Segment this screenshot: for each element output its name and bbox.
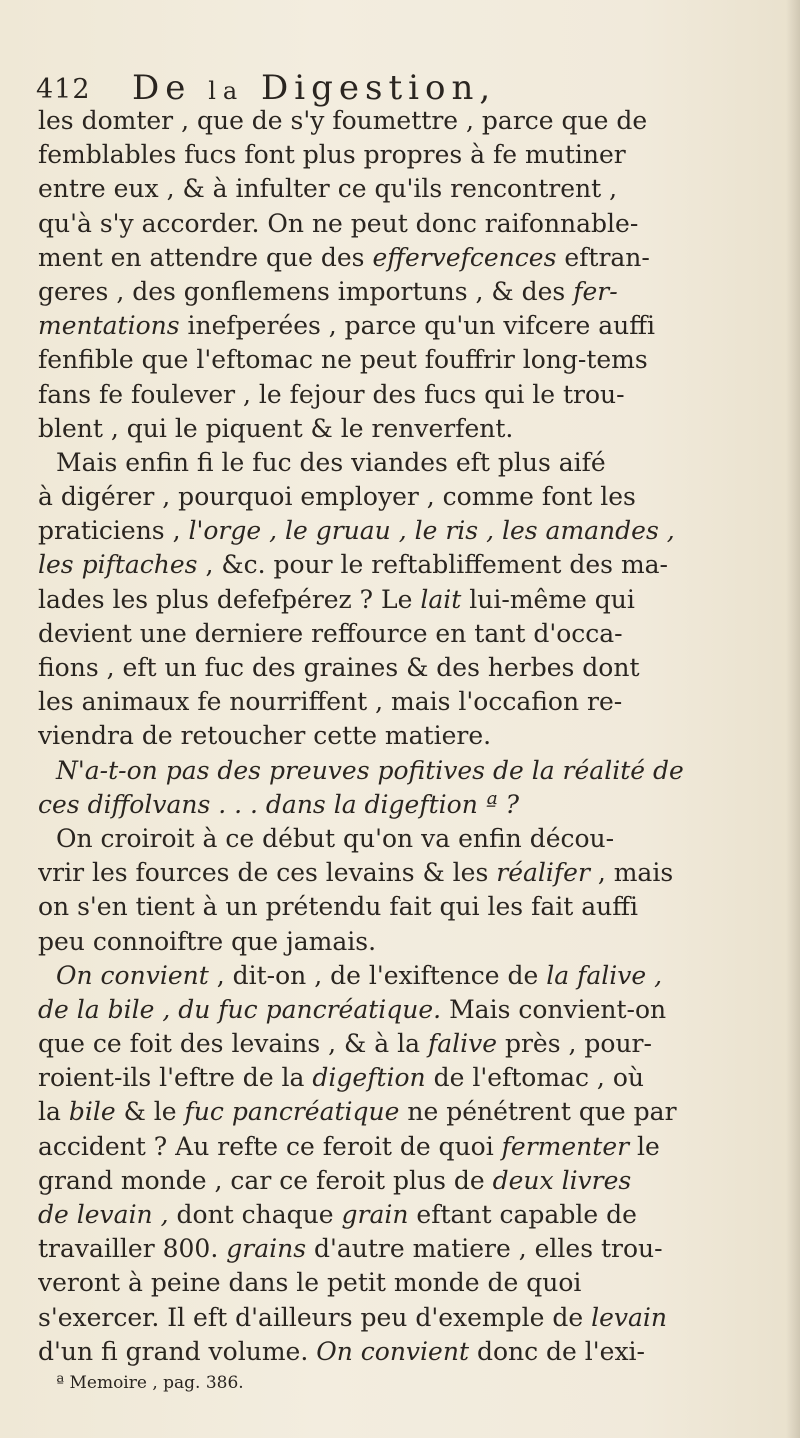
- text-line: [38, 1266, 778, 1300]
- text-line: [38, 548, 778, 582]
- text-line: [38, 719, 778, 753]
- page-number: 412: [36, 74, 91, 105]
- text-line: [38, 138, 778, 172]
- text-line: [38, 104, 778, 138]
- text-run: inefperées , parce qu'un vifcere auffi: [179, 311, 656, 341]
- text-run: les domter , que de s'y foumettre , parce que de: [38, 106, 648, 135]
- italic-run: effervefcences: [372, 242, 557, 272]
- text-run: devient une derniere reffource en tant d'occa-: [38, 618, 623, 648]
- text-run: accident ? Au refte ce feroit de quoi: [38, 1131, 502, 1161]
- italic-run: grain: [341, 1200, 409, 1229]
- text-run: roient-ils l'eftre de la: [38, 1063, 313, 1093]
- text-run: fenfible que l'eftomac ne peut fouffrir long-tems: [38, 345, 648, 375]
- italic-run: les piftaches: [38, 550, 198, 580]
- text-run: la: [38, 1097, 69, 1127]
- text-run: ment en attendre que des: [38, 242, 373, 272]
- italic-run: grains: [226, 1234, 307, 1264]
- text-line: [38, 1301, 778, 1335]
- text-run: Mais enfin fi le fuc des viandes eft plus aifé: [56, 447, 606, 477]
- italic-run: réalifer: [496, 858, 590, 888]
- text-run: d'autre matiere , elles trou-: [306, 1234, 663, 1264]
- text-line: [38, 685, 778, 719]
- text-run: d'un fi grand volume.: [38, 1336, 317, 1366]
- text-run: que ce foit des levains , & à la: [38, 1029, 428, 1059]
- running-title: [132, 68, 496, 108]
- footnote-text: ª Memoire , pag. 386.: [56, 1372, 244, 1393]
- italic-run: On convient: [316, 1336, 469, 1366]
- text-line: [38, 651, 778, 685]
- running-title-digestion: Digestion,: [261, 68, 497, 108]
- text-run: , dit-on , de l'exiftence de: [208, 960, 547, 990]
- text-run: les animaux fe nourriffent , mais l'occafion re-: [38, 687, 623, 717]
- text-run: fions , eft un fuc des graines & des herbes dont: [38, 653, 640, 682]
- text-run: eftant capable de: [408, 1200, 637, 1229]
- text-run: grand monde , car ce feroit plus de: [38, 1165, 493, 1195]
- text-line: [38, 617, 778, 651]
- text-line: [38, 822, 778, 856]
- text-run: entre eux , & à infulter ce qu'ils rencontrent ,: [38, 174, 618, 204]
- italic-run: deux livres: [492, 1165, 632, 1195]
- text-run: geres , des gonflemens importuns , & des: [38, 276, 574, 306]
- text-run: femblables fucs font plus propres à fe mutiner: [38, 140, 626, 170]
- text-run: le: [629, 1131, 660, 1161]
- text-line: [38, 993, 778, 1027]
- text-run: viendra de retoucher cette matiere.: [38, 721, 492, 751]
- text-line: [38, 412, 778, 446]
- italic-run: levain: [591, 1302, 668, 1332]
- text-line: [38, 207, 778, 241]
- text-run: ne pénétrent que par: [399, 1097, 677, 1127]
- text-line: [38, 890, 778, 924]
- text-run: à digérer , pourquoi employer , comme font les: [38, 482, 636, 512]
- text-line: [38, 378, 778, 412]
- text-line: [38, 275, 778, 309]
- text-run: Mais convient-on: [441, 994, 667, 1024]
- text-line: [38, 1335, 778, 1369]
- text-line: [38, 343, 778, 377]
- text-line: [38, 172, 778, 206]
- text-run: lades les plus defefpérez ? Le: [38, 584, 421, 614]
- text-run: donc de l'exi-: [469, 1336, 646, 1366]
- text-run: près , pour-: [497, 1029, 652, 1059]
- text-run: fans fe foulever , le fejour des fucs qui le trou-: [38, 379, 625, 409]
- italic-run: bile: [68, 1097, 116, 1127]
- italic-run: falive: [427, 1029, 498, 1059]
- text-line: [38, 446, 778, 480]
- text-line: [38, 1164, 778, 1198]
- italic-run: de levain ,: [38, 1200, 169, 1229]
- text-line: [38, 925, 778, 959]
- italic-run: fermenter: [501, 1131, 630, 1161]
- footnote: [38, 1369, 778, 1397]
- text-line: [38, 1130, 778, 1164]
- text-line: [38, 583, 778, 617]
- italic-run: mentations: [38, 311, 180, 341]
- text-line: [38, 480, 778, 514]
- text-run: de l'eftomac , où: [425, 1063, 644, 1093]
- text-run: peu connoiftre que jamais.: [38, 926, 377, 956]
- text-run: travailler 800.: [38, 1234, 227, 1264]
- text-line: [38, 514, 778, 548]
- body-text: [38, 104, 778, 1397]
- text-run: , &c. pour le reftabliffement des ma-: [197, 550, 669, 580]
- text-line: [38, 1232, 778, 1266]
- italic-run: digeftion: [312, 1063, 426, 1093]
- text-run: blent , qui le piquent & le renverfent.: [38, 413, 514, 443]
- text-run: vrir les fources de ces levains & les: [38, 858, 497, 888]
- italic-run: N'a-t-on pas des preuves pofitives de la réalité de: [56, 755, 684, 785]
- italic-run: fuc pancréatique: [184, 1097, 400, 1127]
- text-run: On croiroit à ce début qu'on va enfin décou-: [56, 823, 615, 853]
- italic-run: de la bile , du fuc pancréatique.: [38, 994, 442, 1024]
- page-edge-shadow: [786, 0, 800, 1438]
- text-run: qu'à s'y accorder. On ne peut donc raifonnable-: [38, 208, 639, 238]
- text-line: [38, 241, 778, 275]
- running-title-de: De: [132, 68, 192, 108]
- text-run: lui-même qui: [461, 584, 635, 614]
- italic-run: fer-: [573, 276, 618, 306]
- text-run: , mais: [589, 858, 674, 888]
- text-line: [38, 309, 778, 343]
- text-line: [38, 959, 778, 993]
- text-run: dont chaque: [168, 1200, 342, 1229]
- running-title-la: la: [208, 77, 245, 105]
- text-run: on s'en tient à un prétendu fait qui les fait auffi: [38, 892, 638, 922]
- italic-run: On convient: [56, 960, 209, 990]
- text-run: s'exercer. Il eft d'ailleurs peu d'exemple de: [38, 1302, 592, 1332]
- text-line: [38, 754, 778, 788]
- text-line: [38, 1027, 778, 1061]
- italic-run: l'orge , le gruau , le ris , les amandes ,: [188, 516, 675, 546]
- text-line: [38, 1198, 778, 1232]
- text-line: [38, 788, 778, 822]
- text-run: & le: [115, 1097, 185, 1127]
- italic-run: lait: [420, 584, 462, 614]
- text-run: eftran-: [556, 242, 650, 272]
- text-run: praticiens ,: [38, 516, 189, 546]
- italic-run: ces diffolvans . . . dans la digeftion ª ?: [38, 789, 519, 819]
- text-line: [38, 856, 778, 890]
- italic-run: la falive ,: [546, 960, 663, 990]
- text-line: [38, 1095, 778, 1129]
- text-line: [38, 1061, 778, 1095]
- text-run: veront à peine dans le petit monde de quoi: [38, 1268, 582, 1298]
